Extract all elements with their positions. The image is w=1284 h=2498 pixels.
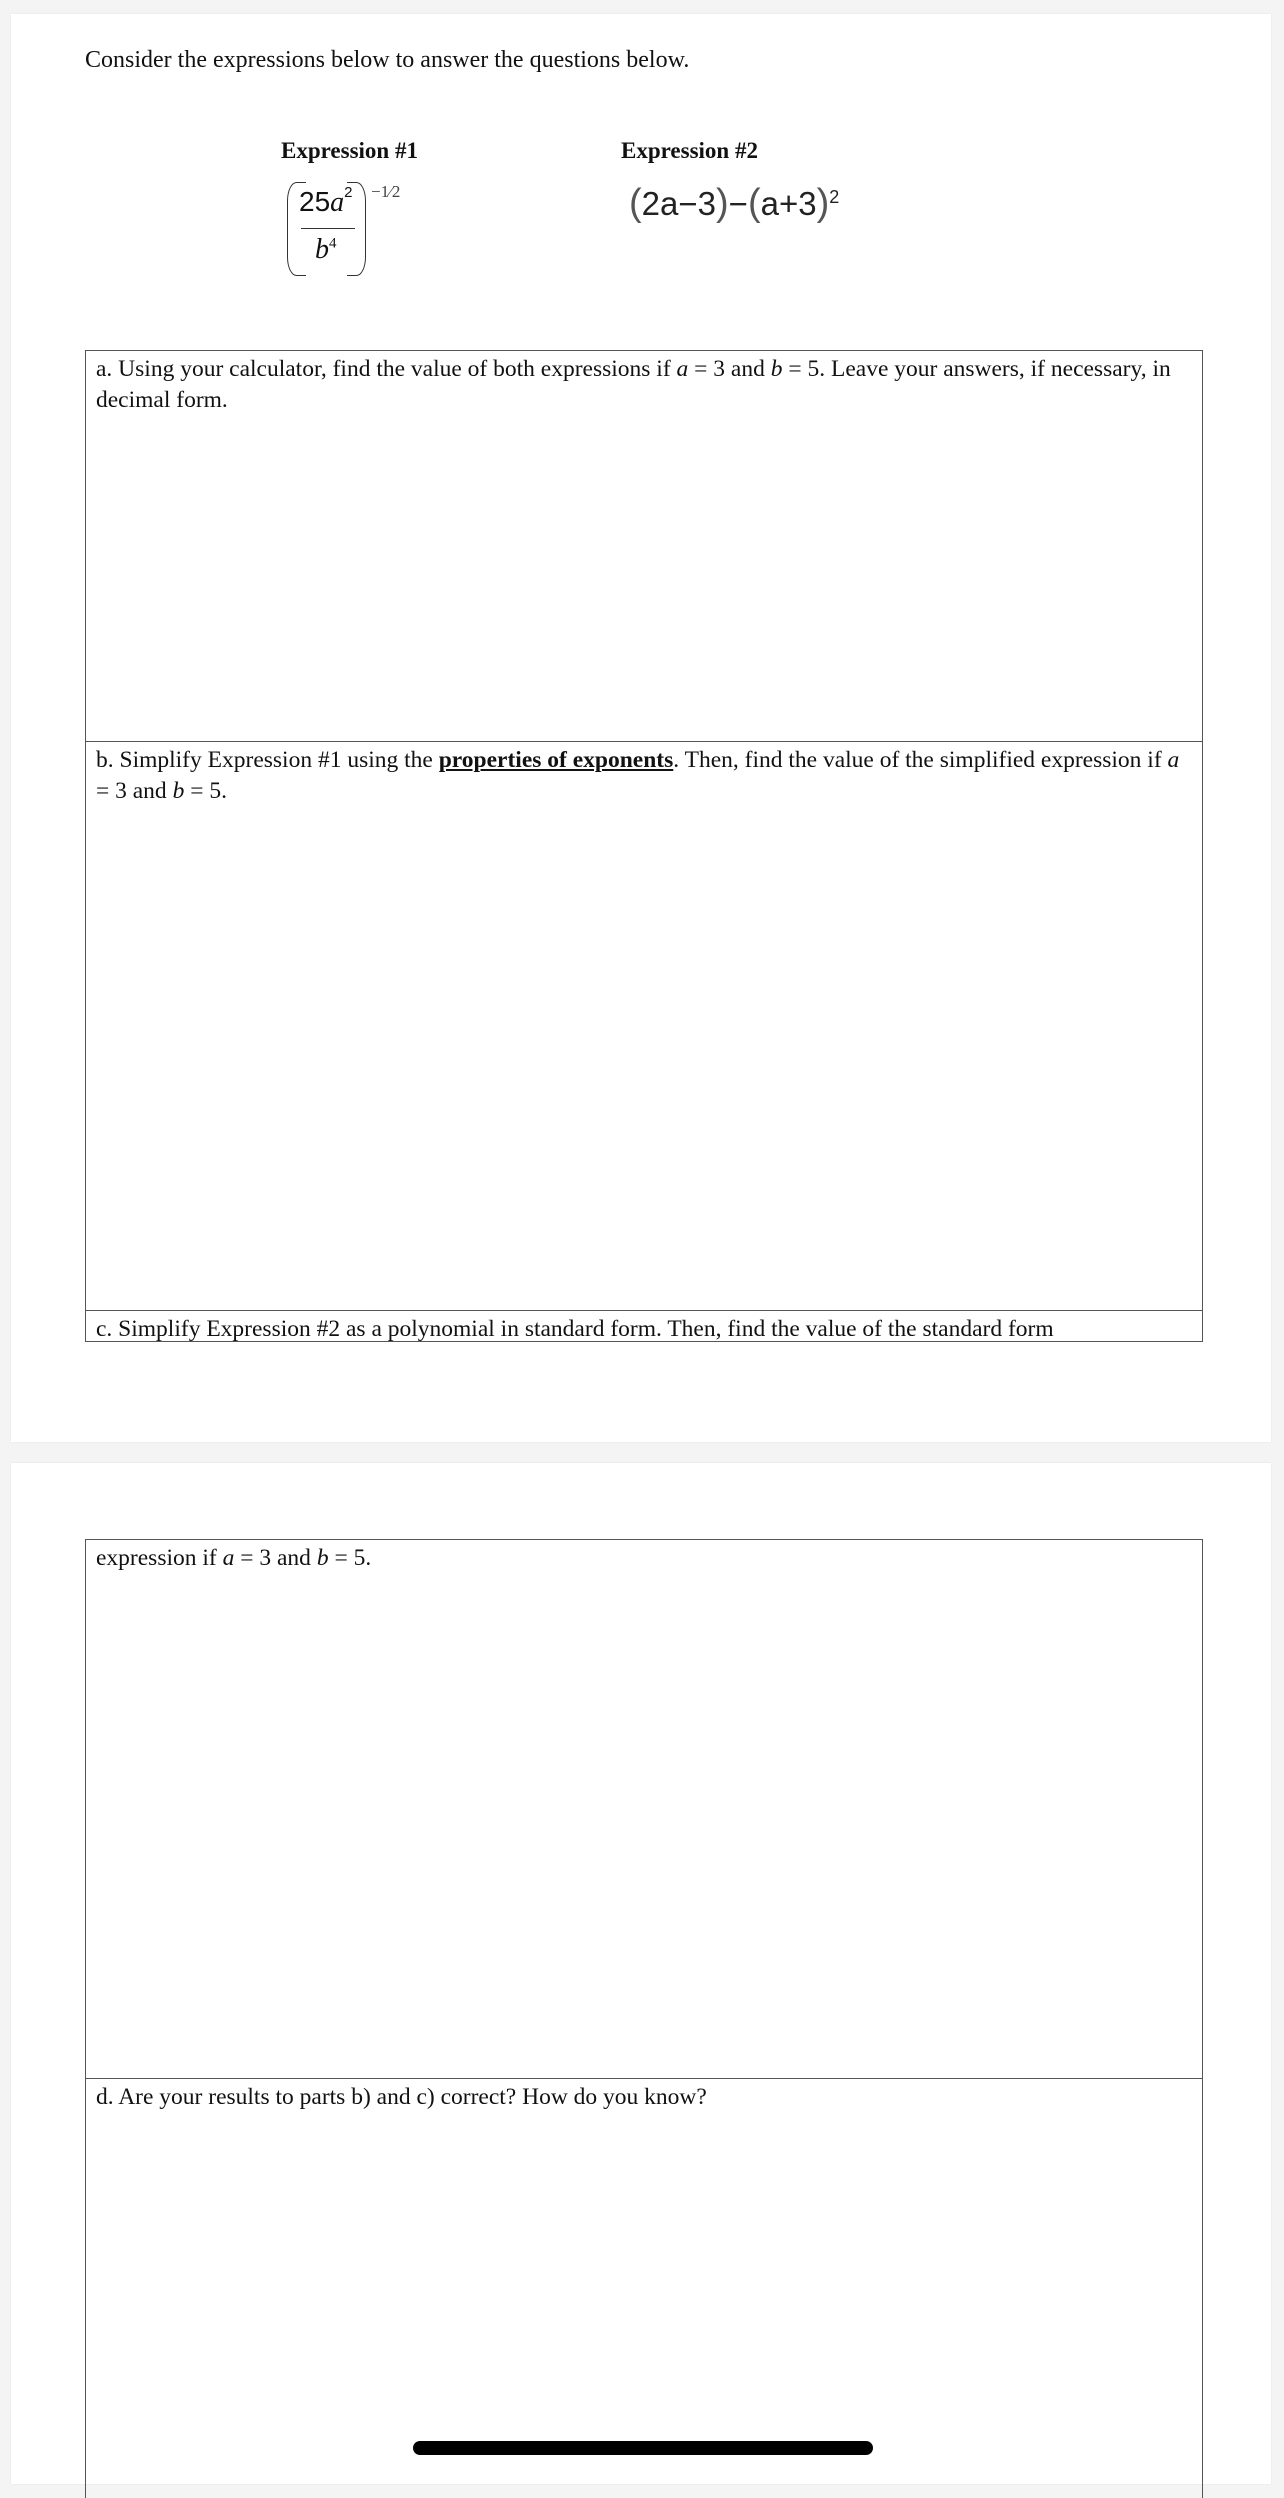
expression-1-numerator: $25a^2$: [299, 183, 353, 218]
expression-1-denominator: $b^4$: [315, 234, 337, 265]
part-b-answer-box[interactable]: [85, 741, 1203, 1311]
part-b-prompt: b. Simplify Expression #1 using the properties of exponents. Then, find the value of the simplified expression if a = 3 and b = 5.: [96, 747, 1180, 804]
home-indicator[interactable]: [413, 2441, 873, 2455]
part-c-answer-box-top[interactable]: [85, 1310, 1203, 1342]
expression-2-formula: $(2a-3)-(a+3)^2$: [629, 182, 840, 224]
expression-2-heading: Expression #2: [621, 138, 758, 163]
part-c-prompt: c. Simplify Expression #2 as a polynomial in standard form. Then, find the value of the standard form: [96, 1316, 1054, 1342]
right-parenthesis: [347, 182, 366, 276]
part-a-answer-box[interactable]: [85, 350, 1203, 742]
document-page-2: [11, 1463, 1271, 2484]
intro-text: Consider the expressions below to answer the questions below.: [85, 47, 690, 73]
expression-1-heading: Expression #1: [281, 138, 418, 163]
part-c-answer-box[interactable]: [85, 1539, 1203, 2079]
part-c-prompt-continued: expression if a = 3 and b = 5.: [96, 1545, 372, 1571]
expression-1-outer-exponent: −1⁄2: [371, 182, 401, 201]
document-page-1: [11, 14, 1271, 1442]
properties-of-exponents-link[interactable]: properties of exponents: [438, 747, 674, 773]
expression-1-formula: [287, 176, 427, 286]
part-d-prompt: d. Are your results to parts b) and c) correct? How do you know?: [96, 2084, 707, 2110]
part-a-prompt: a. Using your calculator, find the value of both expressions if a = 3 and b = 5. Leave your answers, if necessary, in decimal form.: [96, 356, 1171, 413]
part-d-answer-box[interactable]: [85, 2078, 1203, 2498]
